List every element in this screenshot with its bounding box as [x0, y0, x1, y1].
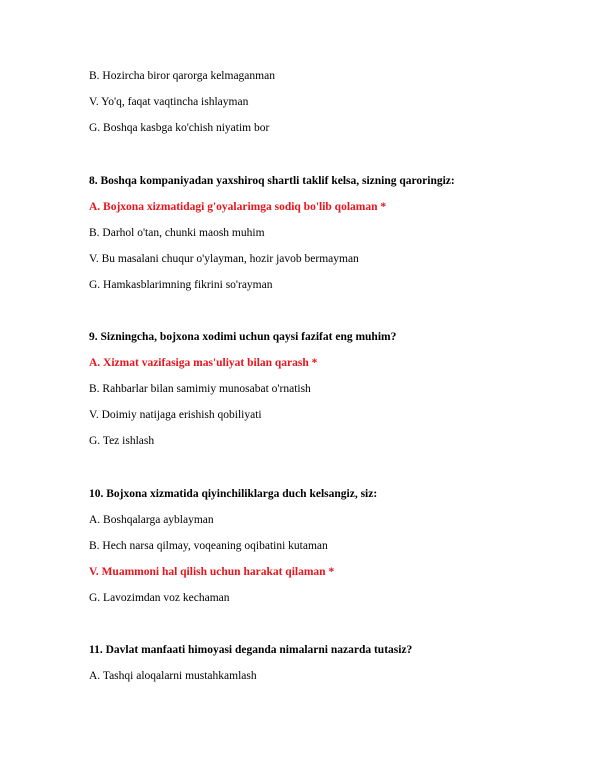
question-8-option-v: V. Bu masalani chuqur o'ylayman, hozir javob bermayman [89, 253, 359, 265]
question-10-option-a: A. Boshqalarga ayblayman [89, 514, 214, 526]
question-8-option-b: B. Darhol o'tan, chunki maosh muhim [89, 227, 265, 239]
question-9-option-a-correct: A. Xizmat vazifasiga mas'uliyat bilan qarash * [89, 357, 318, 369]
question-9-option-g: G. Tez ishlash [89, 435, 155, 447]
question-9: 9. Sizningcha, bojxona xodimi uchun qaysi fazifat eng muhim? [89, 331, 397, 343]
option-g: G. Boshqa kasbga ko'chish niyatim bor [89, 122, 270, 134]
question-11-option-a: A. Tashqi aloqalarni mustahkamlash [89, 670, 257, 682]
question-9-option-b: B. Rahbarlar bilan samimiy munosabat o'rnatish [89, 383, 311, 395]
option-b: B. Hozircha biror qarorga kelmaganman [89, 70, 275, 82]
question-8: 8. Boshqa kompaniyadan yaxshiroq shartli taklif kelsa, sizning qaroringiz: [89, 175, 455, 187]
question-9-option-v: V. Doimiy natijaga erishish qobiliyati [89, 409, 262, 421]
question-8-option-a-correct: A. Bojxona xizmatidagi g'oyalarimga sodiq bo'lib qolaman * [89, 201, 387, 213]
question-10: 10. Bojxona xizmatida qiyinchiliklarga duch kelsangiz, siz: [89, 488, 378, 500]
question-10-option-b: B. Hech narsa qilmay, voqeaning oqibatini kutaman [89, 540, 328, 552]
question-10-option-g: G. Lavozimdan voz kechaman [89, 592, 230, 604]
option-v: V. Yo'q, faqat vaqtincha ishlayman [89, 96, 249, 108]
question-10-option-v-correct: V. Muammoni hal qilish uchun harakat qilaman * [89, 566, 335, 578]
question-8-option-g: G. Hamkasblarimning fikrini so'rayman [89, 279, 273, 291]
question-11: 11. Davlat manfaati himoyasi deganda nimalarni nazarda tutasiz? [89, 644, 413, 656]
